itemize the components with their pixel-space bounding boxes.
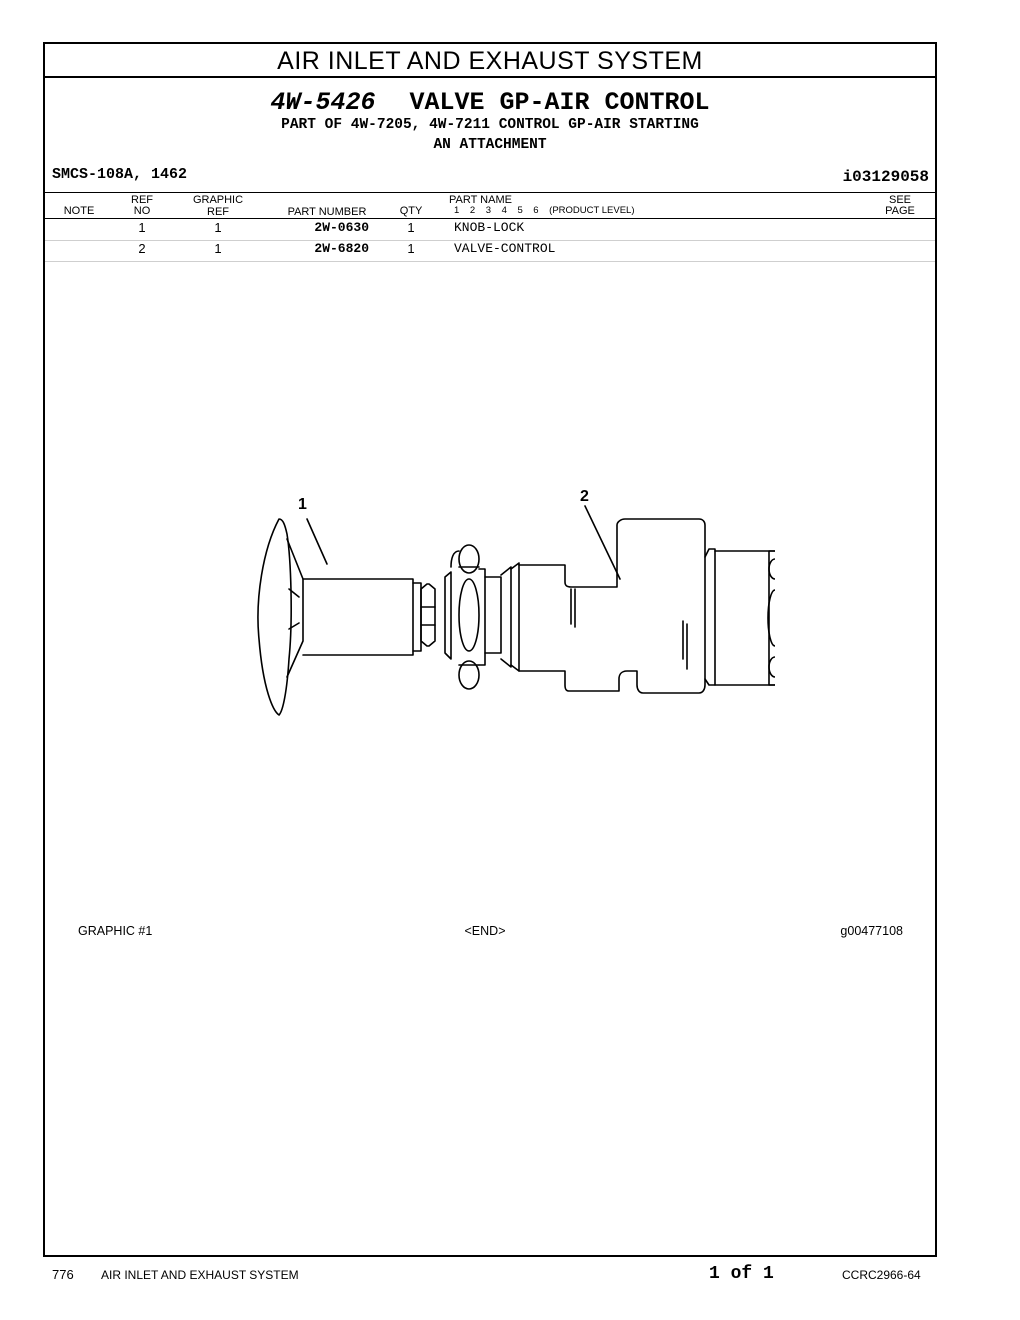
group-title (45, 88, 935, 117)
row-qty: 1 (407, 220, 415, 235)
footer-section: AIR INLET AND EXHAUST SYSTEM (101, 1268, 299, 1282)
document-code: CCRC2966-64 (842, 1268, 921, 1282)
header-note: NOTE (63, 205, 95, 217)
level-3: 3 (485, 205, 492, 216)
header-ref-no-line1: REF (131, 194, 153, 206)
header-ref-no (124, 195, 160, 217)
valve-drawing (235, 439, 775, 739)
header-see-page-line2: PAGE (885, 205, 915, 217)
row-divider (45, 261, 935, 262)
header-qty: QTY (399, 205, 423, 217)
row-qty: 1 (407, 241, 415, 256)
level-6: 6 (533, 205, 539, 216)
row-part-number: 2W-6820 (314, 241, 369, 256)
row-part-number: 2W-0630 (314, 220, 369, 235)
part-of-line: PART OF 4W-7205, 4W-7211 CONTROL GP-AIR STARTING (281, 117, 699, 133)
end-marker: <END> (464, 924, 506, 938)
header-graphic-ref-line1: GRAPHIC (192, 194, 244, 206)
document-identifier: i03129058 (842, 168, 929, 186)
graphic-label: GRAPHIC #1 (78, 924, 153, 938)
row-part-name: VALVE-CONTROL (454, 241, 556, 256)
product-level-label: (PRODUCT LEVEL) (549, 205, 635, 216)
level-4: 4 (501, 205, 507, 216)
knob-lock-drawing (258, 519, 435, 715)
row-ref-no: 1 (138, 220, 146, 235)
valve-control-drawing (445, 519, 775, 693)
page-number: 776 (52, 1267, 74, 1282)
header-part-number: PART NUMBER (287, 206, 367, 218)
row-graphic-ref: 1 (214, 220, 222, 235)
group-part-number: 4W-5426 (270, 88, 376, 117)
header-graphic-ref-line2: REF (207, 206, 229, 218)
row-ref-no: 2 (138, 241, 146, 256)
smcs-code: SMCS-108A, 1462 (52, 166, 188, 183)
level-2: 2 (469, 205, 476, 216)
row-part-name: KNOB-LOCK (454, 220, 525, 235)
section-title: AIR INLET AND EXHAUST SYSTEM (45, 44, 935, 78)
attachment-line: AN ATTACHMENT (433, 137, 547, 153)
header-see-page (875, 195, 925, 217)
level-5: 5 (517, 205, 523, 216)
callout-leaders (307, 506, 620, 579)
group-name: VALVE GP-AIR CONTROL (409, 88, 710, 117)
header-top-rule (45, 192, 935, 193)
level-1: 1 (454, 205, 460, 216)
graphic-id: g00477108 (840, 924, 903, 938)
header-bottom-rule (45, 218, 935, 219)
row-graphic-ref: 1 (214, 241, 222, 256)
header-graphic-ref (188, 195, 248, 218)
header-see-page-line1: SEE (888, 194, 911, 206)
header-ref-no-line2: NO (133, 205, 151, 217)
page-frame (43, 42, 937, 1257)
product-level-scale (454, 205, 635, 216)
page-of-total: 1 of 1 (709, 1264, 774, 1284)
callout-2: 2 (580, 488, 589, 505)
header-part-name: PART NAME (449, 194, 512, 206)
callout-1: 1 (298, 496, 307, 513)
